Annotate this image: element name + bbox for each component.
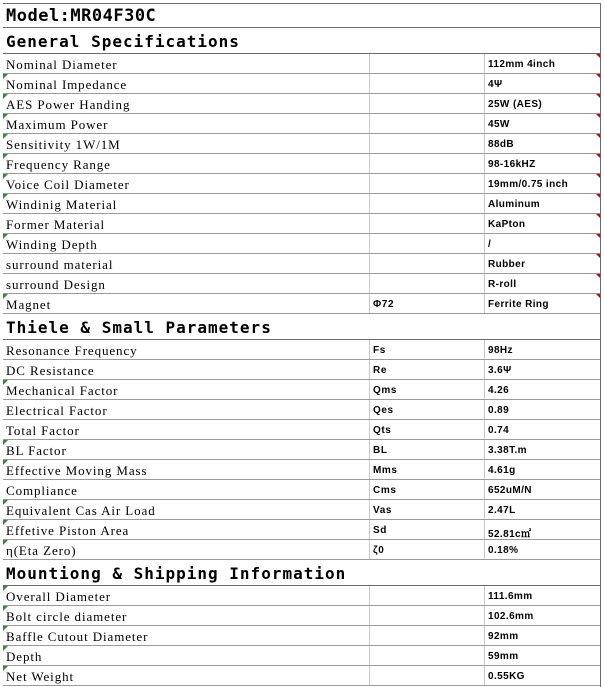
label-cell[interactable] <box>3 360 370 379</box>
label-cell[interactable] <box>3 214 370 233</box>
comment-marker-icon <box>3 114 8 119</box>
title-row <box>3 4 601 28</box>
table-row <box>3 114 601 134</box>
label-cell[interactable] <box>3 194 370 213</box>
comment-marker-icon <box>3 294 8 299</box>
table-row <box>3 646 601 666</box>
label-cell[interactable] <box>3 460 370 479</box>
comment-marker-icon <box>3 234 8 239</box>
row-value: 0.55KG <box>488 671 525 682</box>
row-value: 112mm 4inch <box>488 59 556 70</box>
row-label: Frequency Range <box>6 157 111 172</box>
value-cell[interactable] <box>485 626 601 645</box>
value-cell[interactable] <box>485 114 601 133</box>
symbol-cell[interactable] <box>370 380 485 399</box>
label-cell[interactable] <box>3 480 370 499</box>
row-symbol: Cms <box>373 485 397 496</box>
row-value: 25W (AES) <box>488 99 543 110</box>
row-label: Electrical Factor <box>6 403 108 418</box>
comment-marker-icon <box>3 500 8 505</box>
section-header <box>3 560 601 586</box>
value-cell[interactable] <box>485 254 601 273</box>
sections-container <box>3 28 601 686</box>
section-heading: Thiele & Small Parameters <box>6 318 272 337</box>
value-cell[interactable] <box>485 360 601 379</box>
row-value: 3.38T.m <box>488 445 527 456</box>
row-value: 0.74 <box>488 425 510 436</box>
row-value: 88dB <box>488 139 515 150</box>
row-label: Effective Moving Mass <box>6 463 148 478</box>
row-value: 2.47L <box>488 505 516 516</box>
label-cell[interactable] <box>3 606 370 625</box>
comment-marker-icon <box>3 586 8 591</box>
table-row <box>3 520 601 540</box>
row-value: Aluminum <box>488 199 541 210</box>
row-value: 652uM/N <box>488 485 532 496</box>
row-symbol: ζ0 <box>373 545 385 556</box>
row-label: Baffle Cutout Diameter <box>6 629 149 644</box>
row-label: Total Factor <box>6 423 80 438</box>
value-cell[interactable] <box>485 606 601 625</box>
row-symbol: Re <box>373 365 387 376</box>
row-label: Overall Diameter <box>6 589 111 604</box>
comment-marker-icon <box>3 154 8 159</box>
comment-marker-icon <box>3 460 8 465</box>
row-value: 4.61g <box>488 465 516 476</box>
row-symbol: Mms <box>373 465 398 476</box>
label-cell[interactable] <box>3 520 370 539</box>
row-value: 0.89 <box>488 405 510 416</box>
row-label: Winding Depth <box>6 237 98 252</box>
label-cell[interactable] <box>3 154 370 173</box>
row-value: KaPton <box>488 219 526 230</box>
table-row <box>3 214 601 234</box>
table-row <box>3 480 601 500</box>
comment-marker-icon <box>3 74 8 79</box>
value-cell[interactable] <box>485 234 601 253</box>
value-cell[interactable] <box>485 214 601 233</box>
symbol-cell[interactable] <box>370 154 485 173</box>
label-cell[interactable] <box>3 74 370 93</box>
value-cell[interactable] <box>485 94 601 113</box>
row-label: Voice Coil Diameter <box>6 177 130 192</box>
symbol-cell[interactable] <box>370 74 485 93</box>
symbol-cell[interactable] <box>370 194 485 213</box>
value-cell[interactable] <box>485 400 601 419</box>
row-label: Sensitivity 1W/1M <box>6 137 121 152</box>
table-row <box>3 586 601 606</box>
symbol-cell[interactable] <box>370 214 485 233</box>
table-row <box>3 540 601 560</box>
symbol-cell[interactable] <box>370 520 485 539</box>
table-row <box>3 440 601 460</box>
row-symbol: BL <box>373 445 388 456</box>
comment-marker-icon <box>3 626 8 631</box>
label-cell[interactable] <box>3 626 370 645</box>
value-cell[interactable] <box>485 74 601 93</box>
table-row <box>3 294 601 314</box>
row-value: Ferrite Ring <box>488 299 549 310</box>
comment-marker-icon <box>3 174 8 179</box>
comment-marker-icon <box>3 380 8 385</box>
table-row <box>3 234 601 254</box>
section-header <box>3 314 601 340</box>
label-cell[interactable] <box>3 400 370 419</box>
value-cell[interactable] <box>485 380 601 399</box>
row-value: 45W <box>488 119 510 130</box>
row-label: surround Design <box>6 277 106 292</box>
row-label: Effetive Piston Area <box>6 523 130 538</box>
row-label: Equivalent Cas Air Load <box>6 503 156 518</box>
row-label: Nominal Diameter <box>6 57 118 72</box>
row-label: Mechanical Factor <box>6 383 119 398</box>
symbol-cell[interactable] <box>370 460 485 479</box>
row-label: Depth <box>6 649 43 664</box>
row-label: BL Factor <box>6 443 67 458</box>
label-cell[interactable] <box>3 340 370 359</box>
row-symbol: Φ72 <box>373 299 395 310</box>
symbol-cell[interactable] <box>370 234 485 253</box>
value-cell[interactable] <box>485 134 601 153</box>
row-symbol: Qms <box>373 385 398 396</box>
label-cell[interactable] <box>3 666 370 685</box>
right-border <box>600 3 601 687</box>
row-value: 59mm <box>488 651 519 662</box>
spec-sheet <box>3 3 601 686</box>
table-row <box>3 194 601 214</box>
symbol-cell[interactable] <box>370 294 485 313</box>
row-value: 52.81c㎡ <box>488 529 532 540</box>
row-value: 4Ψ <box>488 79 503 90</box>
value-cell[interactable] <box>485 54 601 73</box>
table-row <box>3 254 601 274</box>
label-cell[interactable] <box>3 586 370 605</box>
comment-marker-icon <box>3 540 8 545</box>
row-symbol: Fs <box>373 345 386 356</box>
row-value: 0.18% <box>488 545 519 556</box>
table-row <box>3 174 601 194</box>
comment-marker-icon <box>3 94 8 99</box>
symbol-cell[interactable] <box>370 420 485 439</box>
table-row <box>3 54 601 74</box>
value-cell[interactable] <box>485 174 601 193</box>
table-row <box>3 500 601 520</box>
row-label: Magnet <box>6 297 52 312</box>
value-cell[interactable] <box>485 420 601 439</box>
symbol-cell[interactable] <box>370 586 485 605</box>
label-cell[interactable] <box>3 174 370 193</box>
symbol-cell[interactable] <box>370 134 485 153</box>
row-label: Nominal Impedance <box>6 77 128 92</box>
value-cell[interactable] <box>485 154 601 173</box>
value-cell[interactable] <box>485 520 601 539</box>
symbol-cell[interactable] <box>370 646 485 665</box>
table-row <box>3 360 601 380</box>
row-value: 102.6mm <box>488 611 534 622</box>
row-label: Former Material <box>6 217 106 232</box>
table-row <box>3 666 601 686</box>
row-value: 4.26 <box>488 385 510 396</box>
label-cell[interactable] <box>3 420 370 439</box>
value-cell[interactable] <box>485 500 601 519</box>
section-heading: Mountiong & Shipping Information <box>6 564 347 583</box>
symbol-cell[interactable] <box>370 254 485 273</box>
symbol-cell[interactable] <box>370 360 485 379</box>
comment-marker-icon <box>3 666 8 671</box>
table-row <box>3 400 601 420</box>
row-label: Net Weight <box>6 669 75 684</box>
symbol-cell[interactable] <box>370 174 485 193</box>
comment-marker-icon <box>3 646 8 651</box>
label-cell[interactable] <box>3 114 370 133</box>
label-cell[interactable] <box>3 380 370 399</box>
table-row <box>3 606 601 626</box>
value-cell[interactable] <box>485 440 601 459</box>
row-label: surround material <box>6 257 114 272</box>
row-value: 19mm/0.75 inch <box>488 179 569 190</box>
row-label: Compliance <box>6 483 78 498</box>
label-cell[interactable] <box>3 500 370 519</box>
table-row <box>3 154 601 174</box>
label-cell[interactable] <box>3 540 370 559</box>
label-cell[interactable] <box>3 440 370 459</box>
table-row <box>3 380 601 400</box>
symbol-cell[interactable] <box>370 94 485 113</box>
value-cell[interactable] <box>485 274 601 293</box>
table-row <box>3 420 601 440</box>
value-cell[interactable] <box>485 586 601 605</box>
row-value: Rubber <box>488 259 526 270</box>
row-label: AES Power Handing <box>6 97 131 112</box>
label-cell[interactable] <box>3 646 370 665</box>
row-value: 98-16kHZ <box>488 159 536 170</box>
symbol-cell[interactable] <box>370 340 485 359</box>
label-cell[interactable] <box>3 94 370 113</box>
label-cell[interactable] <box>3 254 370 273</box>
symbol-cell[interactable] <box>370 480 485 499</box>
value-cell[interactable] <box>485 666 601 685</box>
row-label: η(Eta Zero) <box>6 543 77 558</box>
row-label: DC Resistance <box>6 363 95 378</box>
row-value: 3.6Ψ <box>488 365 512 376</box>
value-cell[interactable] <box>485 340 601 359</box>
comment-marker-icon <box>3 440 8 445</box>
symbol-cell[interactable] <box>370 114 485 133</box>
row-symbol: Sd <box>373 525 387 536</box>
table-row <box>3 274 601 294</box>
value-cell[interactable] <box>485 294 601 313</box>
symbol-cell[interactable] <box>370 400 485 419</box>
value-cell[interactable] <box>485 540 601 559</box>
comment-marker-icon <box>3 520 8 525</box>
row-symbol: Qts <box>373 425 392 436</box>
row-symbol: Vas <box>373 505 393 516</box>
value-cell[interactable] <box>485 194 601 213</box>
row-value: 98Hz <box>488 345 513 356</box>
comment-marker-icon <box>3 194 8 199</box>
row-value: / <box>488 239 492 250</box>
row-label: Maximum Power <box>6 117 109 132</box>
symbol-cell[interactable] <box>370 666 485 685</box>
row-label: Windinig Material <box>6 197 118 212</box>
label-cell[interactable] <box>3 274 370 293</box>
section-header <box>3 28 601 54</box>
symbol-cell[interactable] <box>370 440 485 459</box>
label-cell[interactable] <box>3 54 370 73</box>
table-row <box>3 134 601 154</box>
table-row <box>3 94 601 114</box>
table-row <box>3 626 601 646</box>
symbol-cell[interactable] <box>370 274 485 293</box>
table-row <box>3 74 601 94</box>
model-title: Model:MR04F30C <box>6 6 157 26</box>
label-cell[interactable] <box>3 134 370 153</box>
symbol-cell[interactable] <box>370 54 485 73</box>
row-value: 111.6mm <box>488 591 533 602</box>
section-heading: General Specifications <box>6 32 240 51</box>
row-symbol: Qes <box>373 405 394 416</box>
symbol-cell[interactable] <box>370 626 485 645</box>
table-row <box>3 460 601 480</box>
label-cell[interactable] <box>3 294 370 313</box>
table-row <box>3 340 601 360</box>
value-cell[interactable] <box>485 460 601 479</box>
row-label: Bolt circle diameter <box>6 609 128 624</box>
symbol-cell[interactable] <box>370 606 485 625</box>
comment-marker-icon <box>3 134 8 139</box>
row-label: Resonance Frequency <box>6 343 138 358</box>
symbol-cell[interactable] <box>370 500 485 519</box>
value-cell[interactable] <box>485 480 601 499</box>
row-value: 92mm <box>488 631 519 642</box>
comment-marker-icon <box>3 606 8 611</box>
label-cell[interactable] <box>3 234 370 253</box>
value-cell[interactable] <box>485 646 601 665</box>
row-value: R-roll <box>488 279 517 290</box>
symbol-cell[interactable] <box>370 540 485 559</box>
